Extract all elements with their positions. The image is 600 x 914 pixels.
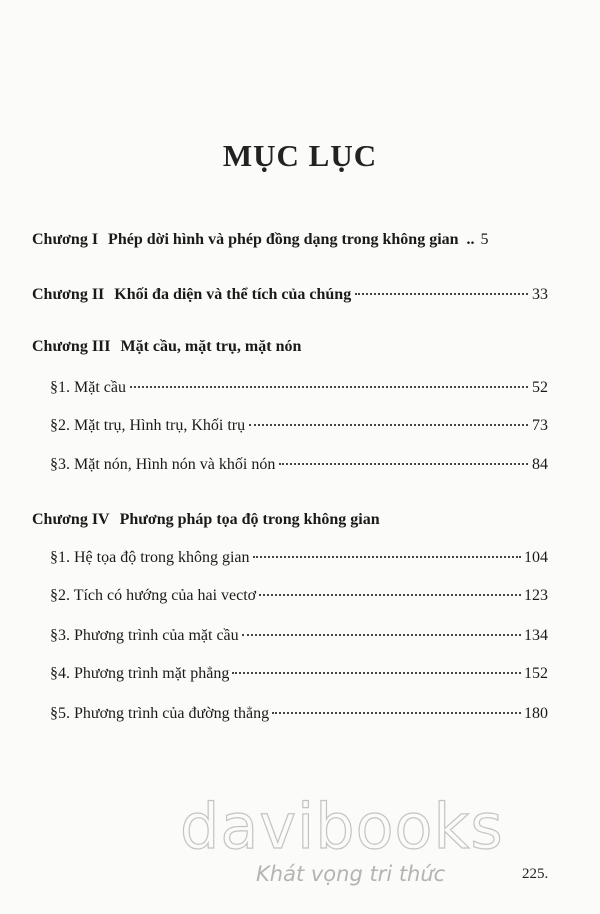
page-number: 33 [532, 286, 548, 303]
toc-entry-section[interactable] [50, 548, 548, 568]
chapter-title: Mặt cầu, mặt trụ, mặt nón [120, 338, 302, 355]
section-title: §2. Mặt trụ, Hình trụ, Khối trụ [50, 417, 246, 434]
folio-page-number: 225. [522, 866, 549, 882]
page-number: 73 [532, 417, 548, 434]
toc-entry-section[interactable] [50, 416, 548, 436]
toc-entry-section[interactable] [50, 455, 548, 475]
chapter-title: Phương pháp tọa độ trong không gian [119, 511, 380, 528]
toc-entry-chapter-3[interactable] [32, 337, 548, 357]
page-number: 5 [480, 231, 489, 248]
dot-leader [232, 672, 521, 674]
toc-entry-chapter-4[interactable] [32, 510, 548, 530]
toc-entry-section[interactable] [50, 664, 548, 684]
chapter-number: Chương II [32, 286, 105, 303]
section-title: §1. Hệ tọa độ trong không gian [50, 549, 250, 566]
watermark-tagline: Khát vọng tri thức [256, 862, 446, 886]
section-title: §5. Phương trình của đường thẳng [50, 705, 270, 722]
page-number: 180 [524, 705, 548, 722]
chapter-number: Chương IV [32, 511, 110, 528]
dot-leader [130, 386, 528, 388]
section-title: §1. Mặt cầu [50, 379, 126, 396]
section-title: §3. Mặt nón, Hình nón và khối nón [50, 456, 276, 473]
toc-entry-chapter-2[interactable] [32, 285, 548, 305]
toc-entry-label [32, 285, 351, 305]
chapter-number: Chương I [32, 231, 99, 248]
toc-entry-section[interactable] [50, 378, 548, 398]
dot-leader [272, 712, 521, 714]
chapter-title: Phép dời hình và phép đồng dạng trong không gian [108, 231, 459, 248]
dot-leader [279, 463, 528, 465]
dot-leader [253, 556, 521, 558]
page-number: 134 [524, 627, 548, 644]
section-title: §4. Phương trình mặt phẳng [50, 665, 230, 682]
toc-entry-label [32, 337, 301, 357]
toc-entry-label [32, 510, 380, 530]
watermark-logo: davibooks [180, 790, 504, 863]
dot-leader [259, 594, 521, 596]
page-number: 152 [524, 665, 548, 682]
chapter-number: Chương III [32, 338, 111, 355]
section-title: §3. Phương trình của mặt cầu [50, 627, 239, 644]
toc-entry-section[interactable] [50, 626, 548, 646]
dot-leader [355, 293, 528, 295]
page-title: MỤC LỤC [222, 138, 378, 173]
page-number: 52 [532, 379, 548, 396]
dot-leader: .. [466, 231, 475, 248]
dot-leader [242, 634, 521, 636]
toc-entry-section[interactable] [50, 704, 548, 724]
toc-entry-section[interactable] [50, 586, 548, 606]
dot-leader [249, 424, 528, 426]
section-title: §2. Tích có hướng của hai vectơ [50, 587, 257, 604]
page-number: 123 [524, 587, 548, 604]
toc-entry-label [32, 230, 459, 250]
chapter-title: Khối đa diện và thể tích của chúng [114, 286, 352, 303]
toc-entry-chapter-1[interactable] [32, 230, 548, 250]
page-number: 104 [524, 549, 548, 566]
page-number: 84 [532, 456, 548, 473]
